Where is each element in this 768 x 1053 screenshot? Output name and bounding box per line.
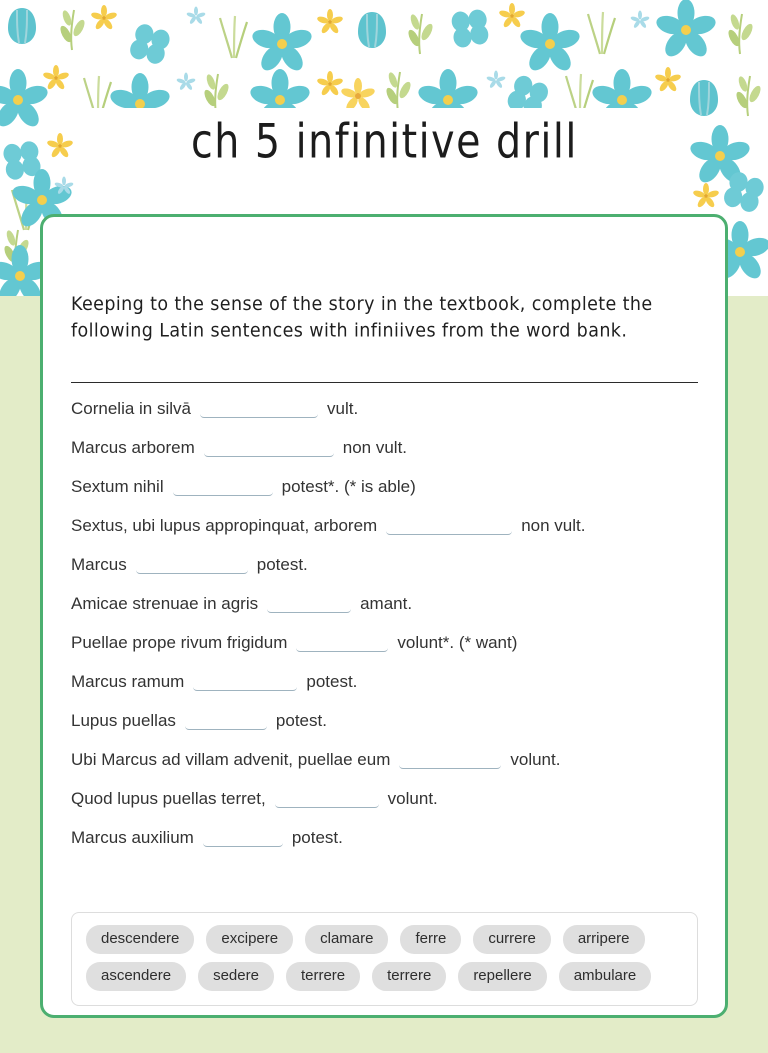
question-row	[71, 472, 701, 511]
question-prefix-text: Puellae prope rivum frigidum	[71, 633, 288, 652]
answer-blank-input[interactable]	[173, 476, 273, 496]
question-suffix-text: potest*. (* is able)	[281, 477, 416, 496]
question-suffix-text: non vult.	[521, 516, 586, 535]
word-bank-chip[interactable]: repellere	[458, 962, 546, 991]
word-bank-chip[interactable]: ferre	[400, 925, 461, 954]
questions-list	[71, 394, 701, 862]
question-suffix-text: potest.	[256, 555, 308, 574]
answer-blank-input[interactable]	[267, 593, 351, 613]
question-row	[71, 667, 701, 706]
question-row	[71, 550, 701, 589]
question-row	[71, 784, 701, 823]
question-prefix-text: Sextus, ubi lupus appropinquat, arborem	[71, 516, 378, 535]
answer-blank-input[interactable]	[203, 827, 283, 847]
question-suffix-text: potest.	[291, 828, 343, 847]
question-suffix-text: non vult.	[342, 438, 408, 457]
question-row	[71, 589, 701, 628]
question-prefix-text: Ubi Marcus ad villam advenit, puellae eum	[71, 750, 391, 769]
question-suffix-text: volunt.	[510, 750, 561, 769]
page-title: ch 5 infinitive drill	[190, 114, 578, 170]
answer-blank-input[interactable]	[185, 710, 267, 730]
word-bank	[71, 912, 698, 1006]
word-bank-chip[interactable]: sedere	[198, 962, 274, 991]
word-bank-chip[interactable]: currere	[473, 925, 551, 954]
question-suffix-text: vult.	[327, 399, 359, 418]
word-bank-chip[interactable]: terrere	[286, 962, 360, 991]
answer-blank-input[interactable]	[136, 554, 248, 574]
question-prefix-text: Lupus puellas	[71, 711, 176, 730]
question-prefix-text: Marcus ramum	[71, 672, 185, 691]
section-divider	[71, 382, 698, 383]
answer-blank-input[interactable]	[399, 749, 501, 769]
instructions-text: Keeping to the sense of the story in the textbook, complete the following Latin sentences with infiniives from the word bank.	[71, 294, 653, 342]
answer-blank-input[interactable]	[193, 671, 297, 691]
word-bank-chip[interactable]: clamare	[305, 925, 388, 954]
word-bank-chip[interactable]: excipere	[206, 925, 293, 954]
question-prefix-text: Sextum nihil	[71, 477, 164, 496]
word-bank-row	[86, 962, 683, 991]
word-bank-chip[interactable]: descendere	[86, 925, 194, 954]
question-prefix-text: Marcus arborem	[71, 438, 195, 457]
question-suffix-text: potest.	[306, 672, 358, 691]
word-bank-chip[interactable]: arripere	[563, 925, 645, 954]
question-suffix-text: potest.	[275, 711, 327, 730]
question-suffix-text: volunt*. (* want)	[397, 633, 518, 652]
word-bank-chip[interactable]: ascendere	[86, 962, 186, 991]
question-row	[71, 394, 701, 433]
question-row	[71, 511, 701, 550]
word-bank-row	[86, 925, 683, 954]
question-row	[71, 628, 701, 667]
question-row	[71, 706, 701, 745]
title-banner	[78, 108, 690, 176]
answer-blank-input[interactable]	[296, 632, 388, 652]
question-row	[71, 823, 701, 862]
question-row	[71, 433, 701, 472]
question-prefix-text: Marcus	[71, 555, 127, 574]
word-bank-chip[interactable]: terrere	[372, 962, 446, 991]
question-prefix-text: Amicae strenuae in agris	[71, 594, 259, 613]
question-row	[71, 745, 701, 784]
question-suffix-text: volunt.	[387, 789, 438, 808]
answer-blank-input[interactable]	[200, 398, 318, 418]
question-prefix-text: Marcus auxilium	[71, 828, 194, 847]
question-suffix-text: amant.	[360, 594, 413, 613]
question-prefix-text: Quod lupus puellas terret,	[71, 789, 266, 808]
answer-blank-input[interactable]	[386, 515, 512, 535]
answer-blank-input[interactable]	[275, 788, 379, 808]
answer-blank-input[interactable]	[204, 437, 334, 457]
word-bank-chip[interactable]: ambulare	[559, 962, 652, 991]
question-prefix-text: Cornelia in silvā	[71, 399, 191, 418]
